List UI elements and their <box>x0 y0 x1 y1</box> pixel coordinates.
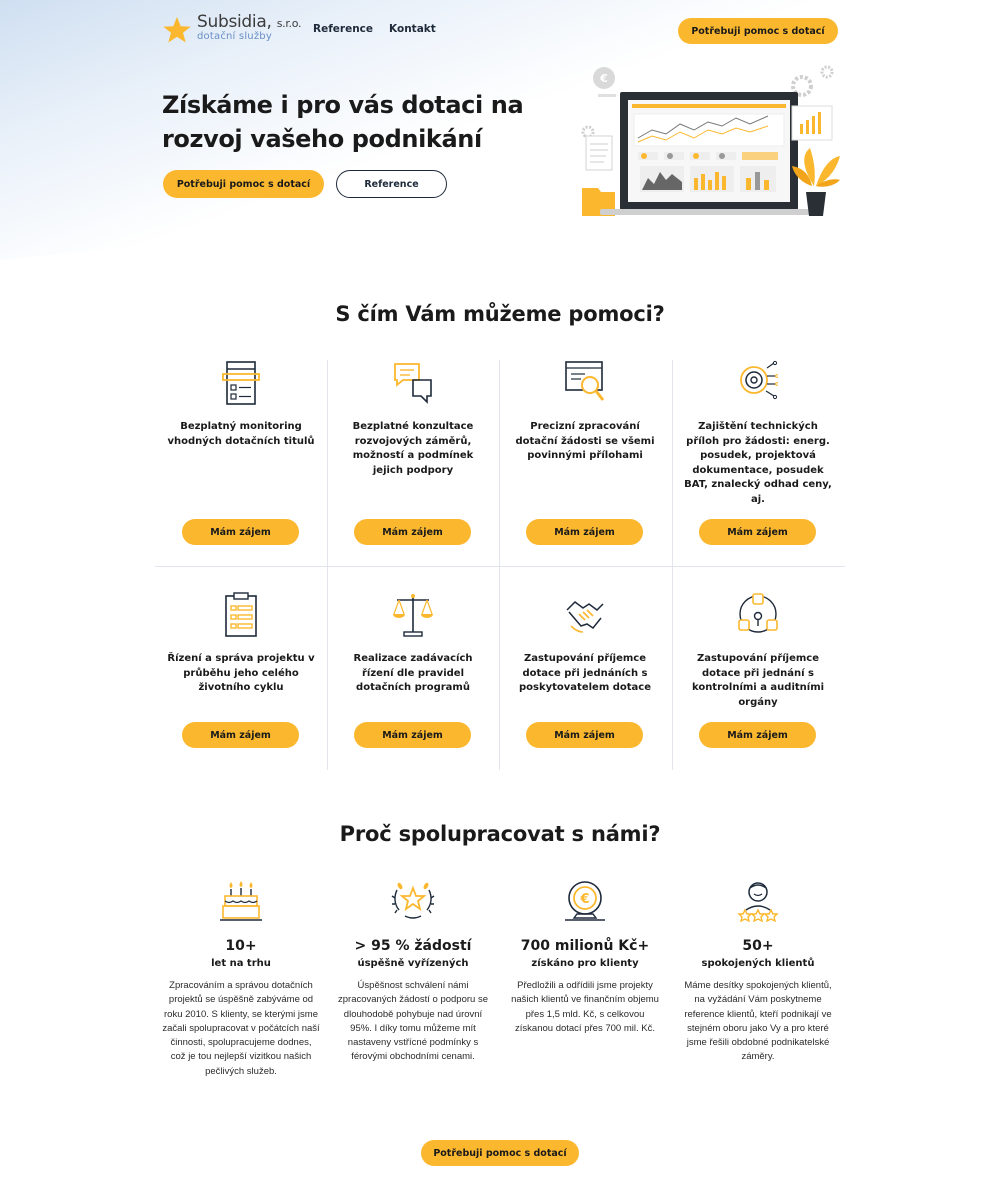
euro-globe-icon <box>563 880 607 922</box>
service-text: Bezplatné konzultace rozvojových záměrů, možností a podmínek jejich podpory <box>352 421 474 476</box>
scales-icon <box>393 592 433 638</box>
stat-value: > 95 % žádostí <box>354 938 472 954</box>
hero-cta-button[interactable]: Potřebuji pomoc s dotací <box>163 170 324 198</box>
laurel-star-icon <box>391 880 435 922</box>
logo-name: Subsidia, s.r.o. <box>197 12 302 32</box>
stat-label: získáno pro klienty <box>531 958 639 969</box>
why-title: Proč spolupracovat s námi? <box>339 822 661 846</box>
interest-button[interactable]: Mám zájem <box>699 722 816 748</box>
header-cta-button[interactable]: Potřebuji pomoc s dotací <box>678 18 838 44</box>
service-card <box>155 360 327 565</box>
why-item <box>499 880 671 1036</box>
handshake-icon <box>565 592 605 638</box>
star-icon <box>162 15 192 45</box>
why-item <box>155 880 327 1079</box>
stat-description: Úspěšnost schválení námi zpracovaných žádostí o podporu se dlouhodobě pohybuje nad úrovní 95%. I díky tomu můžeme mít nastaveny vstřícné podmínky s férovými obchodními cenami. <box>338 980 488 1063</box>
service-text: Realizace zadávacích řízení dle pravidel dotačních programů <box>353 653 473 693</box>
service-card <box>327 592 499 797</box>
bottom-cta-button[interactable]: Potřebuji pomoc s dotací <box>421 1140 579 1166</box>
stat-value: 700 milionů Kč+ <box>520 938 650 954</box>
service-text: Zajištění technických příloh pro žádosti: energ. posudek, projektová dokumentace, posudek BAT, znalecký odhad ceny, aj. <box>684 421 832 505</box>
interest-button[interactable]: Mám zájem <box>526 722 643 748</box>
stat-value: 10+ <box>225 938 257 954</box>
stat-description: Předložili a odřídili jsme projekty našich klientů ve finančním objemu přes 1,5 mld. Kč, s celkovou získanou dotací přes 700 mil. Kč. <box>511 980 659 1034</box>
satisfied-client-icon <box>736 880 780 922</box>
main-nav <box>313 23 436 35</box>
services-title: S čím Vám můžeme pomoci? <box>335 302 665 326</box>
service-card <box>327 360 499 565</box>
people-network-icon <box>738 592 778 638</box>
interest-button[interactable]: Mám zájem <box>354 722 471 748</box>
stat-label: let na trhu <box>211 958 271 969</box>
document-magnifier-icon <box>565 360 605 406</box>
interest-button[interactable]: Mám zájem <box>526 519 643 545</box>
monitoring-list-icon <box>221 360 261 406</box>
logo-subtitle: dotační služby <box>197 31 272 42</box>
service-text: Precizní zpracování dotační žádosti se všemi povinnými přílohami <box>515 421 655 461</box>
hero-title: Získáme i pro vás dotaci na rozvoj vašeho podnikání <box>162 91 524 153</box>
service-text: Bezplatný monitoring vhodných dotačních titulů <box>167 421 315 447</box>
svg-text:€: € <box>580 892 590 907</box>
chat-bubbles-icon <box>393 360 433 406</box>
service-card <box>155 592 327 797</box>
service-text: Zastupování příjemce dotace při jednáních s poskytovatelem dotace <box>518 653 651 693</box>
tech-target-icon <box>738 360 778 406</box>
interest-button[interactable]: Mám zájem <box>182 519 299 545</box>
service-text: Zastupování příjemce dotace při jednání s kontrolními a auditními orgány <box>691 653 825 708</box>
stat-value: 50+ <box>742 938 774 954</box>
service-text: Řízení a správa projektu v průběhu jeho celého životního cyklu <box>167 653 315 693</box>
services-grid <box>155 360 845 770</box>
hero-reference-button[interactable]: Reference <box>336 170 447 198</box>
laptop-dashboard-illustration <box>578 60 840 222</box>
stat-label: úspěšně vyřízených <box>357 958 469 969</box>
clipboard-checklist-icon <box>221 592 261 638</box>
logo[interactable] <box>162 14 301 45</box>
svg-text:€: € <box>600 72 608 85</box>
why-item <box>672 880 844 1065</box>
stat-description: Zpracováním a správou dotačních projektů se úspěšně zabýváme od roku 2010. S klienty, se kterými jsme začali spolupracovat v počátcích naší činnosti, spolupracujeme dodnes, což je tou nejlepší vizitkou našich pečlivých služeb. <box>162 980 320 1077</box>
why-item <box>327 880 499 1065</box>
nav-link-reference[interactable]: Reference <box>313 23 374 35</box>
stat-label: spokojených klientů <box>701 958 815 969</box>
interest-button[interactable]: Mám zájem <box>182 722 299 748</box>
service-card <box>499 592 671 797</box>
service-card <box>672 592 844 797</box>
nav-link-kontakt[interactable]: Kontakt <box>389 23 436 35</box>
interest-button[interactable]: Mám zájem <box>354 519 471 545</box>
stat-description: Máme desítky spokojených klientů, na vyžádání Vám poskytneme reference klientů, kteří podnikají ve stejném oboru jako Vy a pro které jsme řešili obdobné podnikatelské záměry. <box>684 980 832 1063</box>
service-card <box>672 360 844 565</box>
interest-button[interactable]: Mám zájem <box>699 519 816 545</box>
birthday-cake-icon <box>219 880 263 922</box>
site-header <box>162 14 838 48</box>
service-card <box>499 360 671 565</box>
